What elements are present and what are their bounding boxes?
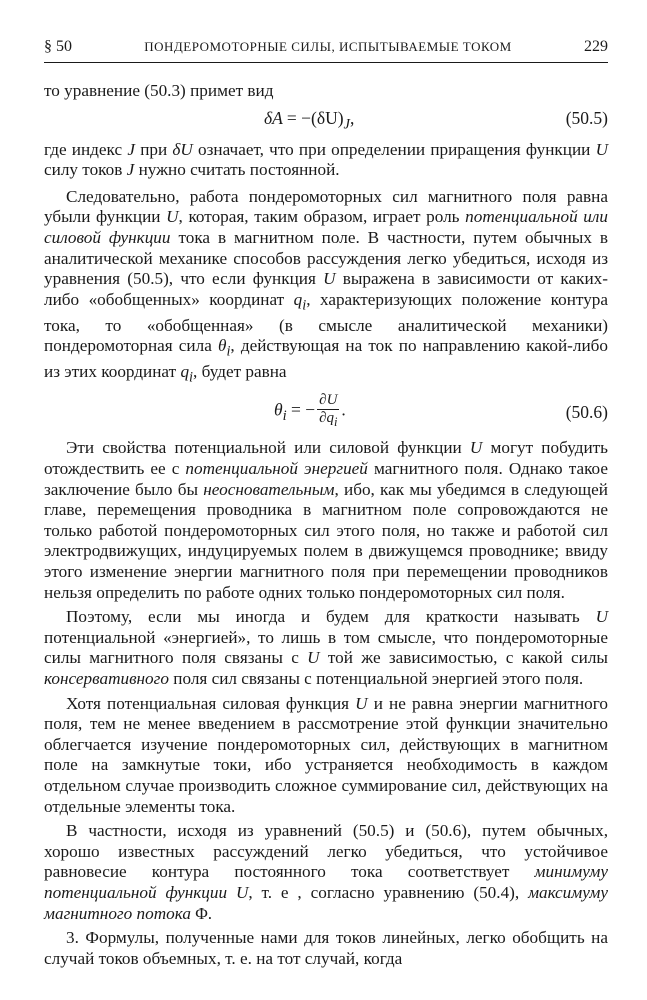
paragraph-energy-caution: Эти свойства потенциальной или силовой функции U могут побудить отождествить ее с потенциальной энергией магнитного поля. Однако такое заключение было бы неосновательным, ибо, как мы убедимся в следующей главе, перемещения проводника в магнитном поле сопровождаются не только работой пондеромоторных сил этого поля, но также и работой сил электродвижущих, индуцируемых полем в движущемся проводнике; ввиду этого изменение энергии магнитного поля при перемещении проводников нельзя определить по работе одних только пондеромоторных сил поля. — [44, 438, 608, 602]
equation-50-5 — [44, 104, 608, 138]
paragraph-volume-currents: 3. Формулы, полученные нами для токов линейных, легко обобщить на случай токов объемных, т. е. на тот случай, когда — [44, 928, 608, 968]
chapter-title: ПОНДЕРОМОТОРНЫЕ СИЛЫ, ИСПЫТЫВАЕМЫЕ ТОКОМ — [144, 39, 512, 54]
equation-50-5-formula: $\delta A = -(\delta U)_J$, — [264, 107, 355, 133]
paragraph-equilibrium: В частности, исходя из уравнений (50.5) и (50.6), путем обычных, хорошо известных рассуждений легко убедиться, что устойчивое равновесие контура постоянного тока соответствует минимуму потенциальной функции U, т. е , согласно уравнению (50.4), максимуму магнитного потока Φ. — [44, 821, 608, 923]
paragraph-intro: то уравнение (50.3) примет вид — [44, 81, 274, 100]
equation-50-6-formula: $\theta_i$ = − $\frac{\partial U}{\partial q_i}$ . — [274, 392, 346, 430]
paragraph-energy-naming: Поэтому, если мы иногда и будем для краткости называть U потенциальной «энергией», то лишь в том смысле, что пондеромоторные силы магнитного поля связаны с U той же зависимостью, с какой силы консервативного поля сил связаны с потенциальной энергией этого поля. — [44, 607, 608, 688]
equation-50-6-number: (50.6) — [565, 402, 608, 423]
paragraph-usefulness: Хотя потенциальная силовая функция U и не равна энергии магнитного поля, тем не менее введением в рассмотрение этой функции значительно облегчается изучение пондеромоторных сил, действующих в магнитном поле на замкнутые токи, ибо устраняется необходимость в каждом отдельном случае производить сложное суммирование сил, действующих на отдельные элементы тока. — [44, 693, 608, 816]
page-number: 229 — [584, 38, 608, 55]
book-page — [44, 38, 608, 969]
equation-50-6 — [44, 390, 608, 436]
section-number: § 50 — [44, 38, 72, 55]
paragraph-potential-function: Следовательно, работа пондеромоторных сил магнитного поля равна убыли функции U, которая, таким образом, играет роль потенциальной или силовой функции тока в магнитном поле. В частности, путем обычных в аналитической механике способов рассуждения легко убедиться, исходя из уравнения (50.5), что если функция U выражена в зависимости от каких-либо «обобщенных» координат $q_i$, характеризующих положение контура тока, то «обобщенная» (в смысле аналитической механики) пондеромоторная сила $\theta_i$, действующая на ток по направлению какой-либо из этих координат $q_i$, будет равна — [44, 186, 609, 386]
paragraph-index-note: где индекс J при δU означает, что при определении приращения функции U силу токов J нужно считать постоянной. — [44, 139, 608, 180]
running-head — [44, 38, 608, 63]
equation-50-5-number: (50.5) — [565, 107, 608, 128]
